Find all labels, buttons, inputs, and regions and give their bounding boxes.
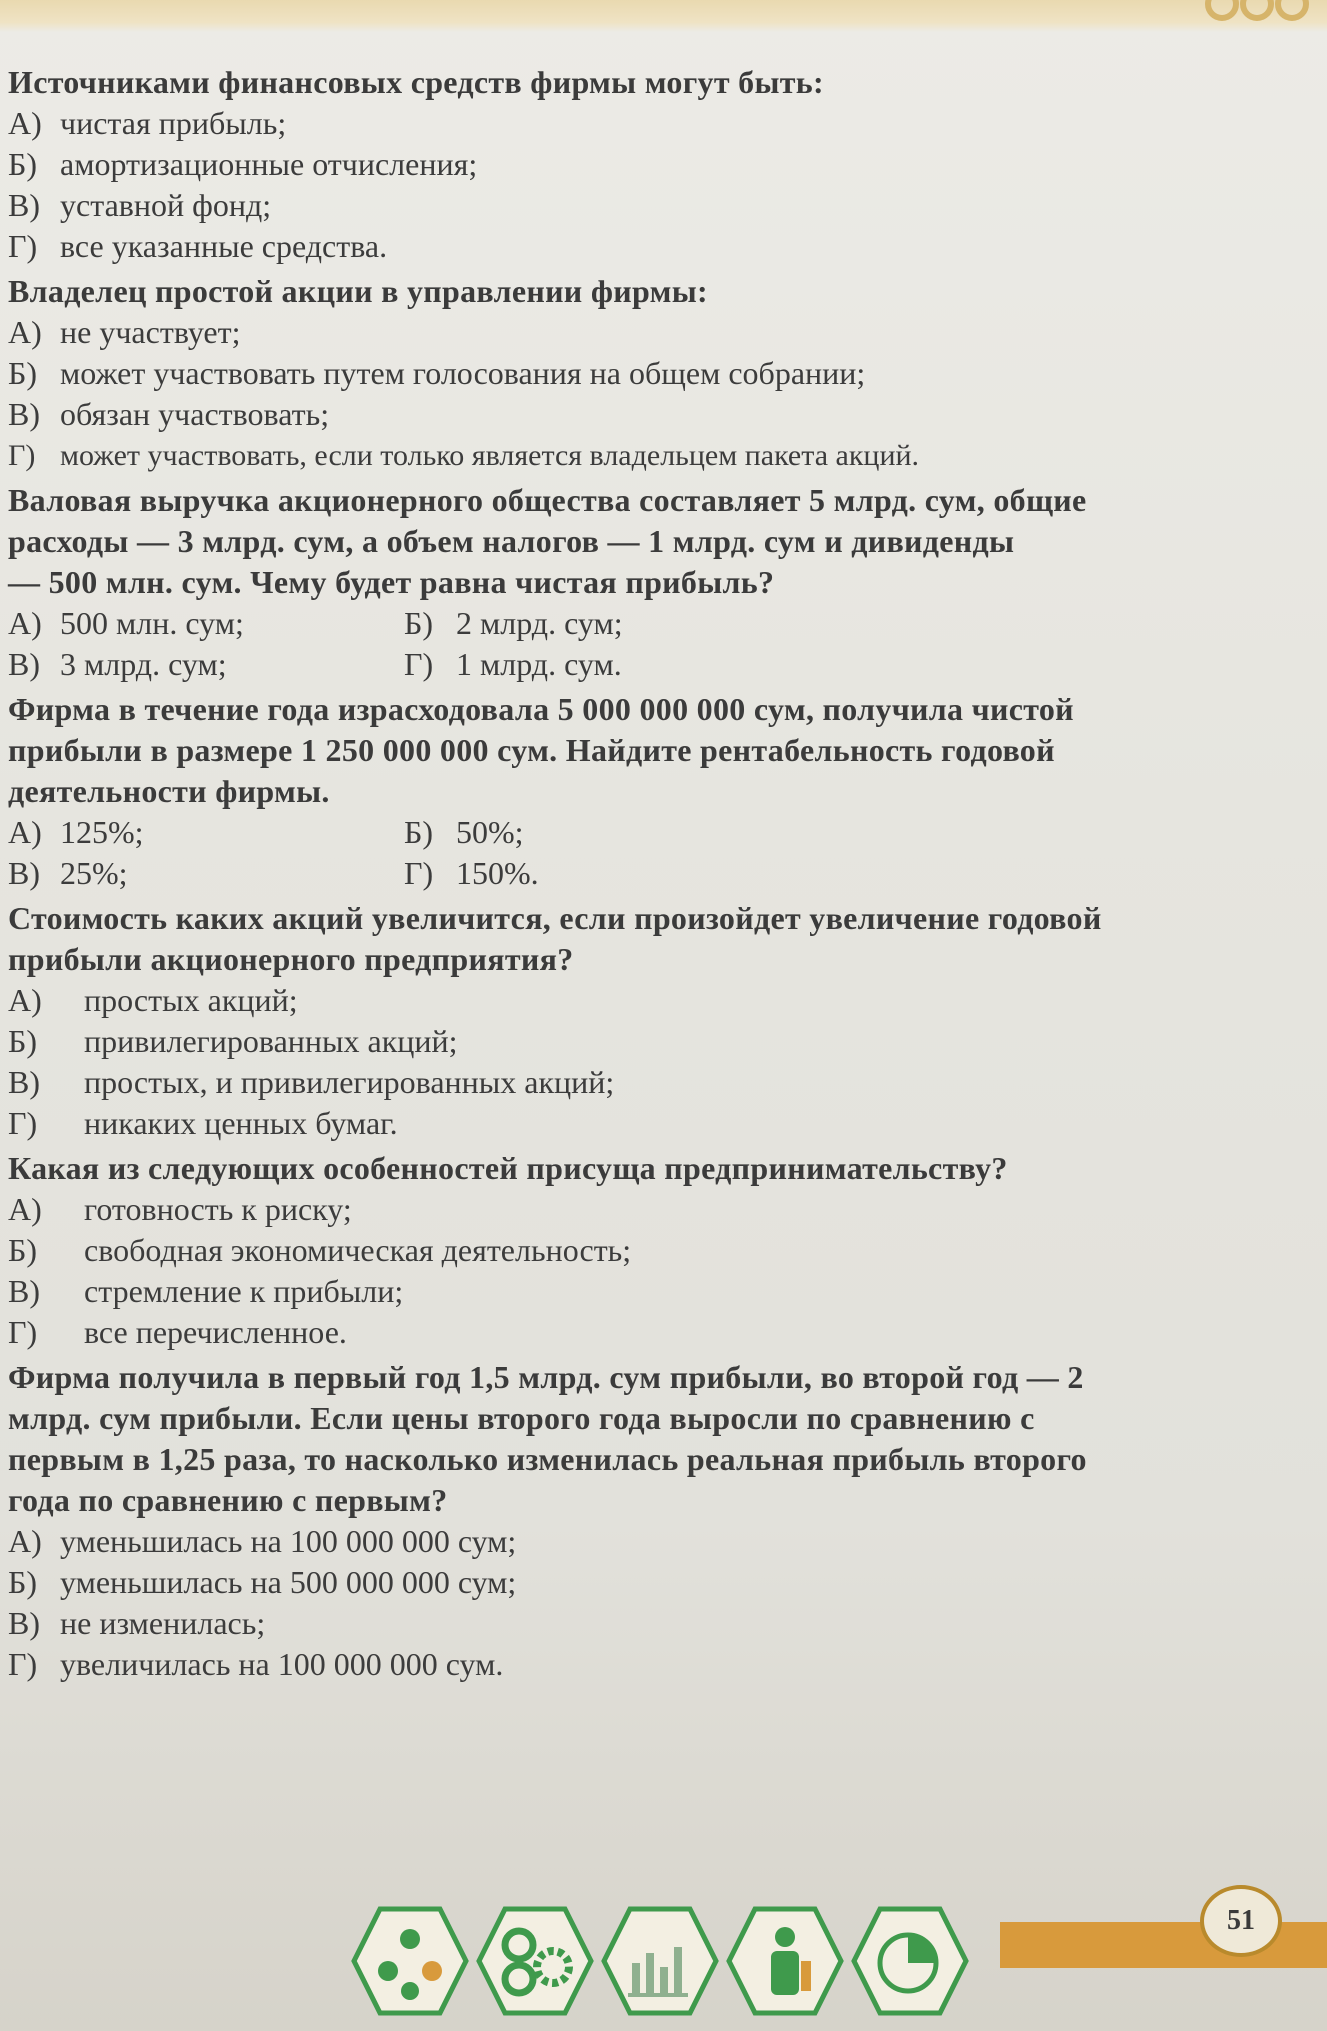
answer-option: А) простых акций; xyxy=(8,982,298,1018)
top-ornament-icon xyxy=(1197,0,1317,26)
question-text-line: Стоимость каких акций увеличится, если произойдет увеличение годовой xyxy=(8,900,1102,936)
answer-option: Б) свободная экономическая деятельность; xyxy=(8,1232,632,1268)
answer-option: А) 500 млн. сум; xyxy=(8,605,244,641)
answer-row xyxy=(8,812,1308,853)
people-icon xyxy=(350,1905,470,2017)
answer-option: Б) амортизационные отчисления; xyxy=(8,146,478,182)
answer-option: Б) может участвовать путем голосования на общем собрании; xyxy=(8,355,866,391)
question-text: Источниками финансовых средств фирмы могут быть: xyxy=(8,64,824,100)
question-block-3 xyxy=(8,480,1308,685)
answer-option: В) стремление к прибыли; xyxy=(8,1273,404,1309)
answer-option: Г) 1 млрд. сум. xyxy=(404,646,622,682)
question-text-line: первым в 1,25 раза, то насколько изменилась реальная прибыль второго xyxy=(8,1441,1087,1477)
answer-option: А) не участвует; xyxy=(8,314,241,350)
person-icon xyxy=(725,1905,845,2017)
answer-option: Г) все перечисленное. xyxy=(8,1314,347,1350)
answer-option: Г) никаких ценных бумаг. xyxy=(8,1105,398,1141)
question-text-line: деятельности фирмы. xyxy=(8,773,330,809)
answer-option: Г) может участвовать, если только является владельцем пакета акций. xyxy=(8,439,920,472)
pie-chart-icon xyxy=(850,1905,970,2017)
answer-row xyxy=(8,644,1308,685)
question-text: Владелец простой акции в управлении фирмы: xyxy=(8,273,708,309)
answer-option: В) обязан участвовать; xyxy=(8,396,330,432)
question-block-1 xyxy=(8,62,1308,267)
top-decor-band xyxy=(0,0,1327,32)
bar-chart-icon xyxy=(600,1905,720,2017)
answer-row xyxy=(8,603,1308,644)
question-text-line: — 500 млн. сум. Чему будет равна чистая прибыль? xyxy=(8,564,775,600)
answer-option: В) 3 млрд. сум; xyxy=(8,646,227,682)
answer-option: В) простых, и привилегированных акций; xyxy=(8,1064,615,1100)
question-text: Какая из следующих особенностей присуща предпринимательству? xyxy=(8,1150,1008,1186)
footer-icon-row xyxy=(350,1905,990,2025)
questions-content xyxy=(8,62,1308,1685)
page-number: 51 xyxy=(1200,1885,1282,1957)
answer-option: Б) 50%; xyxy=(404,814,524,850)
answer-option: В) не изменилась; xyxy=(8,1605,266,1641)
answer-row xyxy=(8,853,1308,894)
question-text-line: прибыли акционерного предприятия? xyxy=(8,941,574,977)
answer-option: Г) увеличилась на 100 000 000 сум. xyxy=(8,1646,504,1682)
question-block-5 xyxy=(8,898,1308,1144)
question-text-line: млрд. сум прибыли. Если цены второго года выросли по сравнению с xyxy=(8,1400,1035,1436)
gears-icon xyxy=(475,1905,595,2017)
answer-option: Б) уменьшилась на 500 000 000 сум; xyxy=(8,1564,517,1600)
answer-option: В) уставной фонд; xyxy=(8,187,272,223)
answer-option: А) 125%; xyxy=(8,814,144,850)
answer-option: Г) 150%. xyxy=(404,855,539,891)
question-block-4 xyxy=(8,689,1308,894)
answer-option: А) уменьшилась на 100 000 000 сум; xyxy=(8,1523,517,1559)
answer-option: Б) 2 млрд. сум; xyxy=(404,605,623,641)
question-block-7 xyxy=(8,1357,1308,1685)
question-text-line: Фирма получила в первый год 1,5 млрд. сум прибыли, во второй год — 2 xyxy=(8,1359,1084,1395)
answer-option: А) готовность к риску; xyxy=(8,1191,352,1227)
question-text-line: прибыли в размере 1 250 000 000 сум. Найдите рентабельность годовой xyxy=(8,732,1055,768)
question-text-line: года по сравнению с первым? xyxy=(8,1482,448,1518)
answer-option: А) чистая прибыль; xyxy=(8,105,287,141)
answer-option: Б) привилегированных акций; xyxy=(8,1023,458,1059)
question-text-line: расходы — 3 млрд. сум, а объем налогов — 1 млрд. сум и дивиденды xyxy=(8,523,1015,559)
answer-option: Г) все указанные средства. xyxy=(8,228,388,264)
question-text-line: Фирма в течение года израсходовала 5 000 000 000 сум, получила чистой xyxy=(8,691,1074,727)
answer-option: В) 25%; xyxy=(8,855,128,891)
question-block-6 xyxy=(8,1148,1308,1353)
question-block-2 xyxy=(8,271,1308,476)
question-text-line: Валовая выручка акционерного общества составляет 5 млрд. сум, общие xyxy=(8,482,1087,518)
